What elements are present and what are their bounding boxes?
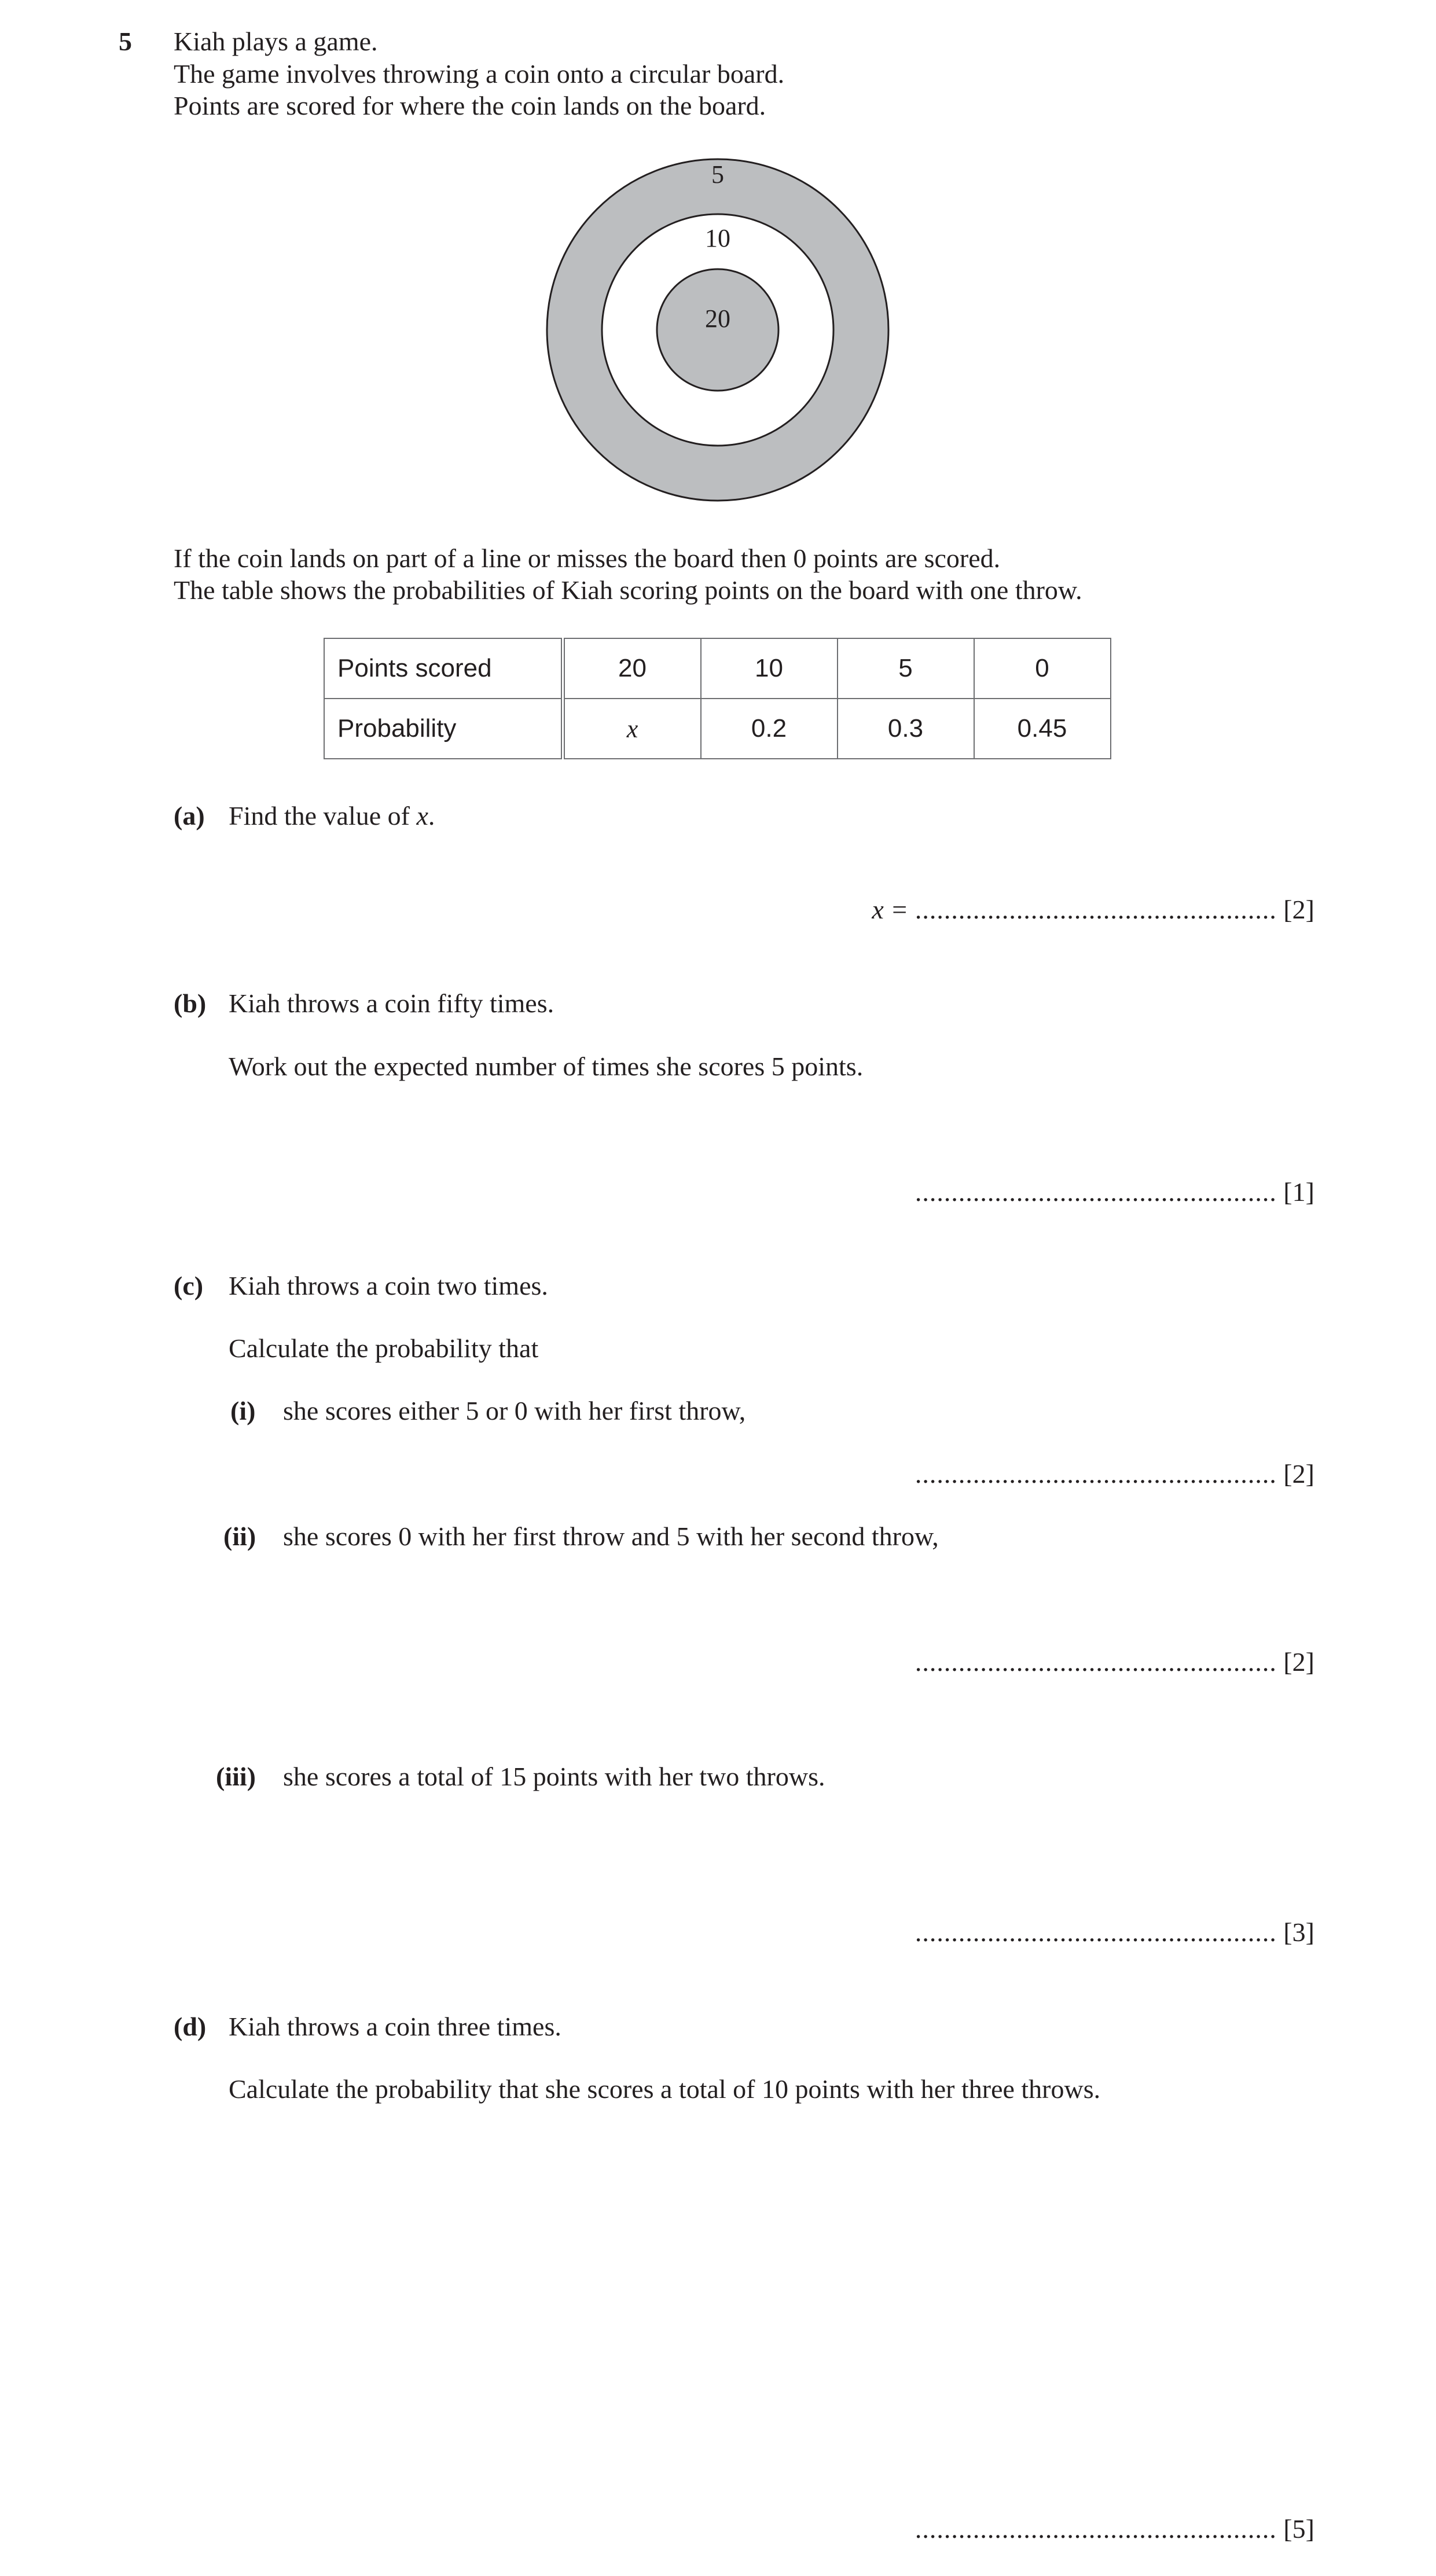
target-board-diagram	[544, 156, 891, 504]
answer-dots: ..................................................	[915, 1177, 1277, 1207]
inner-circle-label: 20	[705, 304, 730, 333]
part-c-label: (c)	[174, 1271, 204, 1300]
intro-line-2: The game involves throwing a coin onto a circular board.	[174, 59, 785, 89]
marks-label: [2]	[1283, 895, 1314, 924]
part-c-ii-label: (ii)	[223, 1522, 256, 1551]
answer-dots: ..................................................	[915, 895, 1277, 924]
marks-label: [1]	[1283, 1177, 1314, 1207]
part-b-label: (b)	[174, 988, 207, 1018]
table-cell: 0.45	[974, 699, 1111, 759]
middle-ring-label: 10	[705, 224, 730, 252]
line-on-board-rule: If the coin lands on part of a line or misses the board then 0 points are scored.	[174, 543, 1001, 573]
table-header-points: Points scored	[324, 638, 563, 699]
outer-ring-label: 5	[711, 160, 724, 189]
table-header-probability: Probability	[324, 699, 563, 759]
part-c-iii-label: (iii)	[216, 1762, 256, 1791]
part-d-label: (d)	[174, 2012, 207, 2041]
answer-prefix: x =	[872, 895, 909, 924]
part-c-iii-answer-line[interactable]	[915, 1917, 1314, 1948]
answer-dots: ..................................................	[915, 2514, 1277, 2544]
table-cell: 20	[563, 638, 701, 699]
marks-label: [2]	[1283, 1647, 1314, 1677]
part-c-line-2: Calculate the probability that	[229, 1333, 539, 1363]
table-description: The table shows the probabilities of Kiah scoring points on the board with one throw.	[174, 575, 1082, 605]
part-a-answer-line[interactable]	[872, 894, 1314, 925]
answer-dots: ..................................................	[915, 1459, 1277, 1489]
answer-dots: ..................................................	[915, 1647, 1277, 1677]
part-a-text-prefix: Find the value of	[229, 801, 417, 831]
part-a-label: (a)	[174, 801, 205, 831]
part-b-line-1: Kiah throws a coin fifty times.	[229, 988, 554, 1018]
part-c-i-label: (i)	[230, 1396, 256, 1425]
table-cell: 10	[701, 638, 838, 699]
part-b-line-2: Work out the expected number of times she scores 5 points.	[229, 1052, 864, 1081]
marks-label: [3]	[1283, 1917, 1314, 1947]
marks-label: [5]	[1283, 2514, 1314, 2544]
answer-dots: ..................................................	[915, 1917, 1277, 1947]
part-c-ii-answer-line[interactable]	[915, 1647, 1314, 1678]
part-c-i-text: she scores either 5 or 0 with her first throw,	[283, 1396, 746, 1425]
probability-table	[324, 638, 1111, 759]
part-d-line-1: Kiah throws a coin three times.	[229, 2012, 561, 2041]
part-a-text	[229, 800, 435, 832]
intro-line-1: Kiah plays a game.	[174, 27, 378, 56]
part-c-line-1: Kiah throws a coin two times.	[229, 1271, 548, 1300]
question-number: 5	[119, 27, 132, 56]
marks-label: [2]	[1283, 1459, 1314, 1489]
part-a-text-suffix: .	[428, 801, 435, 831]
part-d-line-2: Calculate the probability that she scores a total of 10 points with her three throws.	[229, 2074, 1101, 2104]
table-row	[324, 638, 1111, 699]
table-cell: 5	[838, 638, 974, 699]
part-d-answer-line[interactable]	[915, 2513, 1314, 2545]
table-row	[324, 699, 1111, 759]
table-cell-x: x	[563, 699, 701, 759]
part-c-iii-text: she scores a total of 15 points with her two throws.	[283, 1762, 825, 1791]
intro-line-3: Points are scored for where the coin lands on the board.	[174, 91, 766, 120]
table-cell: 0	[974, 638, 1111, 699]
part-c-ii-text: she scores 0 with her first throw and 5 with her second throw,	[283, 1522, 939, 1551]
part-c-i-answer-line[interactable]	[915, 1458, 1314, 1490]
part-b-answer-line[interactable]	[915, 1177, 1314, 1208]
part-a-variable: x	[416, 801, 428, 831]
table-cell: 0.2	[701, 699, 838, 759]
table-cell: 0.3	[838, 699, 974, 759]
